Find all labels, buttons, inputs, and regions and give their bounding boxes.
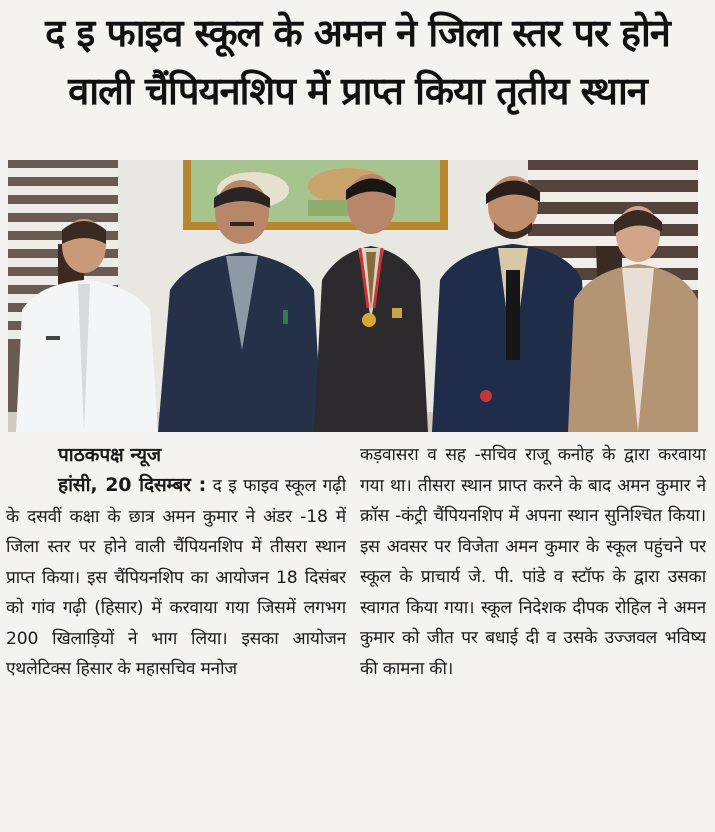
headline-line-1: द इ फाइव स्कूल के अमन ने जिला स्तर पर होने (45, 11, 670, 55)
headline-line-2: वाली चैंपियनशिप में प्राप्त किया तृतीय स्थान (68, 69, 647, 113)
group-photo-illustration (8, 160, 698, 432)
article-body-right: कड़वासरा व सह -सचिव राजू कनोह के द्वारा करवाया गया था। तीसरा स्थान प्राप्त करने के बाद अमन कुमार ने क्रॉस -कंट्री चैंपियनशिप में अपना स्थान सुनिश्चित किया। इस अवसर पर विजेता अमन कुमार के स्कूल पहुंचने पर स्कूल के प्राचार्य जे. पी. पांडे व स्टॉफ के द्वारा उसका स्वागत किया गया। स्कूल निदेशक दीपक रोहिल ने अमन कुमार को जीत पर बधाई दी व उसके उज्जवल भविष्य की कामना की। (360, 445, 706, 679)
dateline: हांसी, 20 दिसम्बर : (58, 474, 206, 496)
headline (0, 4, 715, 154)
article-column-right (360, 440, 706, 832)
byline: पाठकपक्ष न्यूज (58, 444, 162, 466)
news-photo (8, 160, 698, 432)
article-column-left (6, 440, 346, 832)
article-body-left (6, 470, 346, 685)
article-left-text: द इ फाइव स्कूल गढ़ी के दसवीं कक्षा के छात्र अमन कुमार ने अंडर -18 में जिला स्तर पर होने वाली चैंपियनशिप में तीसरा स्थान प्राप्त किया। इस चैंपियनशिप का आयोजन 18 दिसंबर को गांव गढ़ी (हिसार) में करवाया गया जिसमें लगभग 200 खिलाड़ियों ने भाग लिया। इसका आयोजन एथलेटिक्स हिसार के महासचिव मनोज (6, 476, 346, 679)
